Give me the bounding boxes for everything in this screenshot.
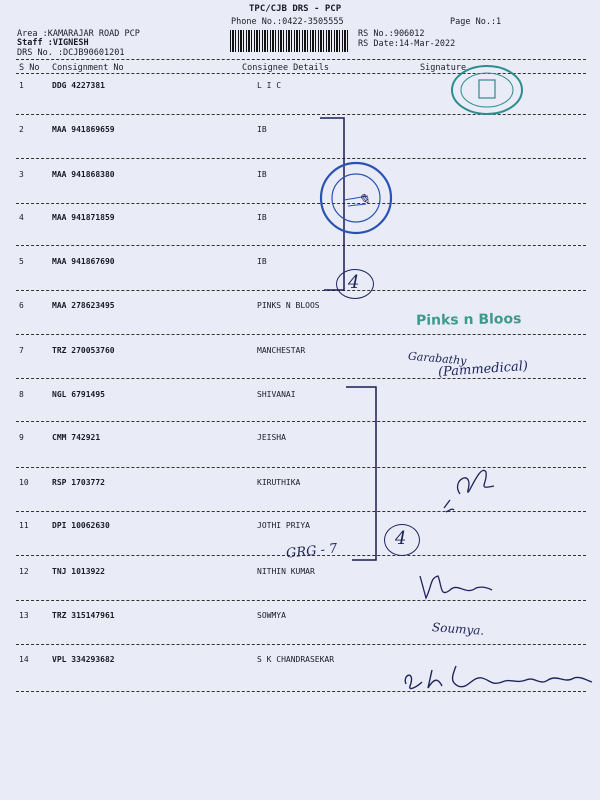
stamp-signature: ✎ [358,192,370,208]
col-consignment: Consignment No [52,63,124,73]
divider [16,511,586,512]
divider [16,334,586,335]
area-label: Area :KAMARAJAR ROAD PCP [17,29,140,39]
row-consignment: DPI 10062630 [52,521,110,530]
row-consignment: CMM 742921 [52,433,101,442]
row-sno: 4 [19,213,24,222]
row-consignment: TNJ 1013922 [52,567,105,576]
row-consignee: SHIVANAI [257,390,296,399]
row-consignee: L I C [257,81,282,90]
count-mark: 4 [348,272,360,293]
row-sno: 7 [19,346,24,355]
row-consignment: MAA 278623495 [52,301,115,310]
divider [16,421,586,422]
divider [16,59,586,60]
col-consignee: Consignee Details [242,63,329,73]
row-sno: 11 [19,521,29,530]
row-consignment: TRZ 315147961 [52,611,115,620]
signature-scribble [416,568,496,608]
row-consignee: JOTHI PRIYA [257,521,310,530]
divider [16,203,586,204]
row-consignee: IB [257,213,267,222]
row-consignee: S K CHANDRASEKAR [257,655,335,664]
phone-number: Phone No.:0422-3505555 [231,17,344,27]
handwritten-pammedical: (Pammedical) [437,358,529,381]
page-number: Page No.:1 [450,17,502,27]
staff-label: Staff :VIGNESH [17,38,89,48]
handwritten-grg: GRG - 7 [285,541,339,562]
row-consignee: IB [257,125,267,134]
table-row [0,611,600,625]
table-row [0,346,600,360]
divider [16,290,586,291]
divider [16,378,586,379]
row-consignee: SOWMYA [257,611,286,620]
row-consignment: MAA 941869659 [52,125,115,134]
row-consignment: MAA 941868380 [52,170,115,179]
table-row [0,433,600,447]
table-row [0,170,600,184]
col-signature: Signature [420,63,467,73]
divider [16,467,586,468]
row-sno: 2 [19,125,24,134]
divider [16,158,586,159]
row-consignee: IB [257,257,267,266]
row-consignee: IB [257,170,267,179]
row-consignment: RSP 1703772 [52,478,105,487]
handwritten-soumya: Soumya. [431,620,485,638]
row-consignment: MAA 941867690 [52,257,115,266]
table-row [0,390,600,404]
row-sno: 14 [19,655,29,664]
row-consignment: VPL 334293682 [52,655,115,664]
lic-stamp [450,64,524,116]
table-row [0,257,600,271]
post-office-stamp [318,158,394,238]
row-sno: 1 [19,81,24,90]
row-sno: 9 [19,433,24,442]
row-sno: 10 [19,478,29,487]
table-row [0,125,600,139]
row-consignment: MAA 941871859 [52,213,115,222]
barcode [230,30,350,52]
divider [16,600,586,601]
row-consignee: PINKS N BLOOS [257,301,320,310]
row-consignee: MANCHESTAR [257,346,306,355]
row-sno: 8 [19,390,24,399]
drs-number: DRS No. :DCJB90601201 [17,48,125,58]
pinks-n-bloos-stamp: Pinks n Bloos [415,311,522,329]
col-sno: S No [19,63,40,73]
row-sno: 13 [19,611,29,620]
row-consignment: TRZ 270053760 [52,346,115,355]
document-title: TPC/CJB DRS - PCP [249,4,342,14]
rs-date: RS Date:14-Mar-2022 [358,39,456,49]
table-row [0,521,600,535]
rs-number: RS No.:906012 [358,29,425,39]
signature-scribble [440,450,500,520]
signature-scribble [398,656,594,696]
row-consignment: DDG 4227381 [52,81,105,90]
row-sno: 12 [19,567,29,576]
table-row [0,567,600,581]
table-row [0,213,600,227]
row-sno: 3 [19,170,24,179]
row-consignment: NGL 6791495 [52,390,105,399]
count-mark: 4 [395,528,407,549]
row-sno: 6 [19,301,24,310]
row-consignee: KIRUTHIKA [257,478,301,487]
divider [16,644,586,645]
row-consignee: NITHIN KUMAR [257,567,315,576]
table-row [0,478,600,492]
row-consignee: JEISHA [257,433,286,442]
row-sno: 5 [19,257,24,266]
bracket-mark [340,375,390,570]
divider [16,245,586,246]
handwritten-garabathy: Garabathy [407,349,467,368]
